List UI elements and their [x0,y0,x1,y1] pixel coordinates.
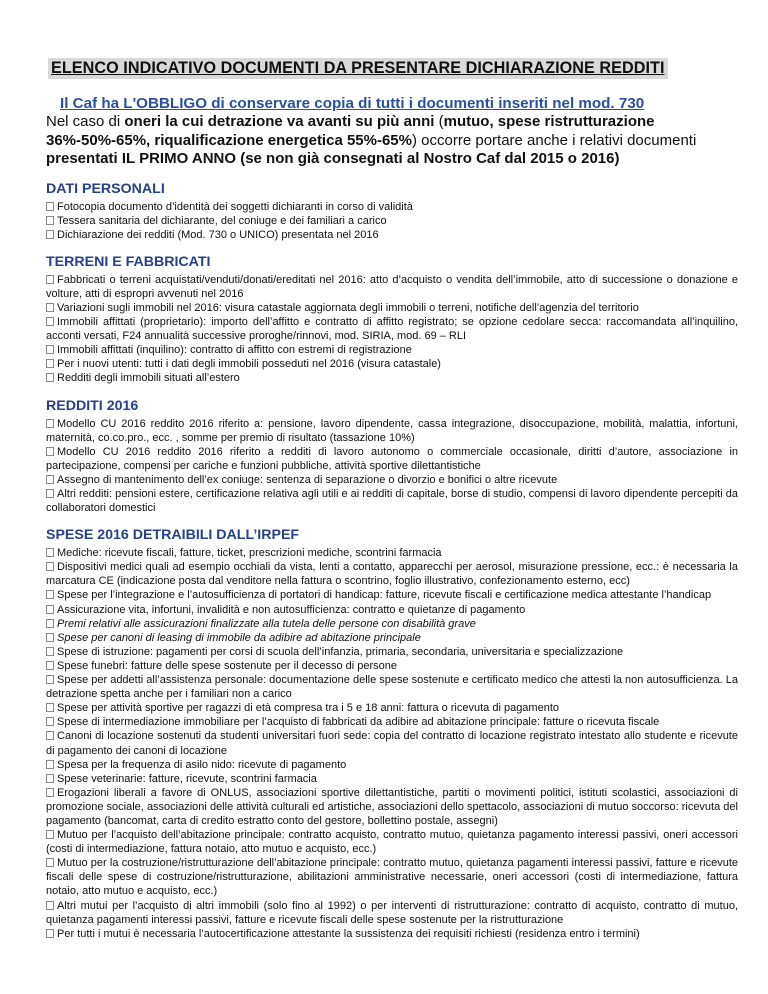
list-item-text: Dichiarazione dei redditi (Mod. 730 o UNICO) presentata nel 2016 [57,228,379,241]
document-list-item [46,445,738,473]
checkbox-glyph-icon [46,675,54,684]
list-item-text: Mutuo per l’acquisto dell’abitazione principale: contratto acquisto, contratto mutuo, quietanza pagamento interessi passivi, oneri accessori (costi di intermediazione, fattura notaio, atto mutuo e acquisto, ecc.) [46,829,738,856]
list-item-text: Spesa per la frequenza di asilo nido: ricevute di pagamento [57,758,347,771]
list-item-text: Spese per l’integrazione e l’autosufficienza di portatori di handicap: fatture, ricevute fiscali e certificazione medica attestante l’handicap [57,589,712,602]
document-list-item [46,659,738,673]
caf-obligation-notice: Il Caf ha L'OBBLIGO di conservare copia di tutti i documenti inseriti nel mod. 730 [60,95,645,112]
document-list-item [46,786,738,828]
checkbox-glyph-icon [46,447,54,456]
checkbox-glyph-icon [46,303,54,312]
intro-bold-3: presentati IL PRIMO ANNO (se non già consegnati al Nostro Caf dal 2015 o 2016) [46,150,620,167]
checkbox-glyph-icon [46,619,54,628]
checkbox-glyph-icon [46,373,54,382]
document-list-item [46,715,738,729]
document-list-item [46,673,738,701]
document-list-item [46,546,738,560]
list-item-text: Spese per addetti all’assistenza personale: documentazione delle spese sostenute e certificato medico che attesti la non autosufficienza. La detrazione spetta anche per i familiari non a carico [46,674,738,701]
document-list-item [46,617,738,631]
document-list-item [46,701,738,715]
document-list-item [46,927,738,941]
document-list-item [46,200,738,214]
document-list-item [46,357,738,371]
list-item-text: Modello CU 2016 reddito 2016 riferito a: pensione, lavoro dipendente, cassa integrazione, disoccupazione, mobilità, malattia, infortuni, maternità, co.co.pro., ecc. , somme per premio di risultato (tassazione 10%) [46,417,738,444]
checkbox-glyph-icon [46,419,54,428]
document-list-item [46,417,738,445]
document-list-item [46,560,738,588]
list-item-text: Spese per attività sportive per ragazzi di età compresa tra i 5 e 18 anni: fattura o ricevuta di pagamento [57,702,559,715]
checkbox-glyph-icon [46,489,54,498]
checkbox-glyph-icon [46,202,54,211]
intro-bold-1: oneri la cui detrazione va avanti su più anni [124,113,435,130]
checkbox-glyph-icon [46,605,54,614]
section-heading: SPESE 2016 DETRAIBILI DALL’IRPEF [46,527,300,544]
list-item-text: Altri redditi: pensioni estere, certificazione relativa agli utili e ai redditi di capitale, borse di studio, compensi di lavoro dipendente percepiti da collaboratori domestici [46,488,738,515]
checkbox-glyph-icon [46,788,54,797]
checkbox-glyph-icon [46,760,54,769]
document-list-item [46,588,738,602]
list-item-text: Mediche: ricevute fiscali, fatture, ticket, prescrizioni mediche, scontrini farmacia [57,547,442,560]
checkbox-glyph-icon [46,633,54,642]
checkbox-glyph-icon [46,345,54,354]
intro-paragraph [46,113,738,169]
section-heading: TERRENI E FABBRICATI [46,253,211,270]
section-heading: REDDITI 2016 [46,397,139,414]
checkbox-glyph-icon [46,475,54,484]
list-item-text: Variazioni sugli immobili nel 2016: visura catastale aggiornata degli immobili o terreni, notifiche dell’agenzia del territorio [57,301,639,314]
checkbox-glyph-icon [46,661,54,670]
checkbox-glyph-icon [46,929,54,938]
document-list-item [46,301,738,315]
document-list-item [46,631,738,645]
section-heading: DATI PERSONALI [46,180,165,197]
checkbox-glyph-icon [46,562,54,571]
list-item-text: Erogazioni liberali a favore di ONLUS, associazioni sportive dilettantistiche, partiti o movimenti politici, istituti scolastici, associazioni di promozione sociale, associazioni delle attività culturali ed artistiche, associazioni dello spettacolo, associazioni di mutuo soccorso: ricevuta del pagamento (bancomat, carta di credito estratto conto del gestore, bollettino postale, assegni) [46,786,738,827]
list-item-text: Dispositivi medici quali ad esempio occhiali da vista, lenti a contatto, apparecchi per aerosol, misurazione pressione, ecc.: è necessaria la marcatura CE (indicazione posta dal venditore nella fattura o scontrino, foglio illustrativo, confezionamento esterno, ecc) [46,561,738,588]
checkbox-glyph-icon [46,830,54,839]
document-list-item [46,228,738,242]
document-title: ELENCO INDICATIVO DOCUMENTI DA PRESENTARE DICHIARAZIONE REDDITI [48,58,668,79]
checkbox-glyph-icon [46,901,54,910]
list-item-text: Premi relativi alle assicurazioni finalizzate alla tutela delle persone con disabilità grave [57,617,476,630]
document-list-item [46,758,738,772]
intro-text-3: ) occorre portare anche i relativi documenti [412,131,697,149]
list-item-text: Spese di intermediazione immobiliare per l’acquisto di fabbricati da adibire ad abitazione principale: fatture o ricevuta fiscale [57,716,660,729]
checkbox-glyph-icon [46,590,54,599]
list-item-text: Immobili affittati (inquilino): contratto di affitto con estremi di registrazione [57,344,412,357]
list-item-text: Tessera sanitaria del dichiarante, del coniuge e dei familiari a carico [57,214,387,227]
list-item-text: Redditi degli immobili situati all’estero [57,372,240,385]
list-item-text: Altri mutui per l’acquisto di altri immobili (solo fino al 1992) o per interventi di ristrutturazione: contratto di acquisto, contratto di mutuo, quietanza pagamenti interessi passivi, fatture e ricevute fiscali delle spese sostenute per la ristrutturazione [46,899,738,926]
list-item-text: Spese per canoni di leasing di immobile da adibire ad abitazione principale [57,631,421,644]
checkbox-glyph-icon [46,216,54,225]
list-item-text: Fotocopia documento d’identità dei soggetti dichiaranti in corso di validità [57,200,413,213]
list-item-text: Spese veterinarie: fatture, ricevute, scontrini farmacia [57,772,317,785]
document-list-item [46,273,738,301]
document-list-item [46,828,738,856]
document-list-item [46,371,738,385]
list-item-text: Assicurazione vita, infortuni, invalidità e non autosufficienza: contratto e quietanze di pagamento [57,603,526,616]
checkbox-glyph-icon [46,858,54,867]
checkbox-glyph-icon [46,317,54,326]
checkbox-glyph-icon [46,230,54,239]
list-item-text: Assegno di mantenimento dell’ex coniuge: sentenza di separazione o divorzio e bonifici o altre ricevute [57,473,558,486]
checkbox-glyph-icon [46,359,54,368]
list-item-text: Per i nuovi utenti: tutti i dati degli immobili posseduti nel 2016 (visura catastale) [57,358,441,371]
document-list-item [46,315,738,343]
list-item-text: Fabbricati o terreni acquistati/venduti/donati/ereditati nel 2016: atto d’acquisto o vendita dell’immobile, atto di successione o donazione e volture, atti di espropri avvenuti nel 2016 [46,273,738,300]
checkbox-glyph-icon [46,717,54,726]
list-item-text: Per tutti i mutui è necessaria l’autocertificazione attestante la sussistenza dei requisiti richiesti (residenza entro i termini) [57,927,640,940]
checkbox-glyph-icon [46,731,54,740]
list-item-text: Spese di istruzione: pagamenti per corsi di scuola dell’infanzia, primaria, secondaria, universitaria e specializzazione [57,645,624,658]
list-item-text: Modello CU 2016 reddito 2016 riferito a redditi di lavoro autonomo o commerciale occasionale, diritti d’autore, associazione in partecipazione, compensi per cariche e funzioni pubbliche, attività sportive dilettantistiche [46,445,738,472]
document-list-item [46,473,738,487]
intro-bold-2: mutuo, spese ristrutturazione 36%-50%-65%, riqualificazione energetica 55%-65% [46,113,655,149]
checkbox-glyph-icon [46,703,54,712]
document-list-item [46,645,738,659]
list-item-text: Immobili affittati (proprietario): importo dell’affitto e contratto di affitto registrato; se opzione cedolare secca: raccomandata all’inquilino, acconti versati, F24 annualità successive proroghe/rinnovi, mod. SIRIA, mod. 69 – RLI [46,316,738,343]
document-sections [42,181,738,941]
list-item-text: Spese funebri: fatture delle spese sostenute per il decesso di persone [57,659,397,672]
checkbox-glyph-icon [46,275,54,284]
list-item-text: Canoni di locazione sostenuti da studenti universitari fuori sede: copia del contratto di locazione registrato intestato allo studente e ricevute di pagamento dei canoni di locazione [46,730,738,757]
document-list-item [46,772,738,786]
document-list-item [46,487,738,515]
document-list-item [46,899,738,927]
document-list-item [46,343,738,357]
document-list-item [46,856,738,898]
intro-text-1: Nel caso di [46,113,125,130]
document-list-item [46,729,738,757]
intro-text-2: ( [434,113,444,130]
checkbox-glyph-icon [46,774,54,783]
checkbox-glyph-icon [46,548,54,557]
checkbox-glyph-icon [46,647,54,656]
document-list-item [46,603,738,617]
document-list-item [46,214,738,228]
list-item-text: Mutuo per la costruzione/ristrutturazione dell’abitazione principale: contratto mutuo, quietanza pagamenti interessi passivi, fatture e ricevute fiscali delle spese di costruzione/ristrutturazione, abilitazioni amministrative necessarie, oneri accessori (costi di intermediazione, fattura notaio, atto mutuo e acquisto, ecc.) [46,857,738,898]
